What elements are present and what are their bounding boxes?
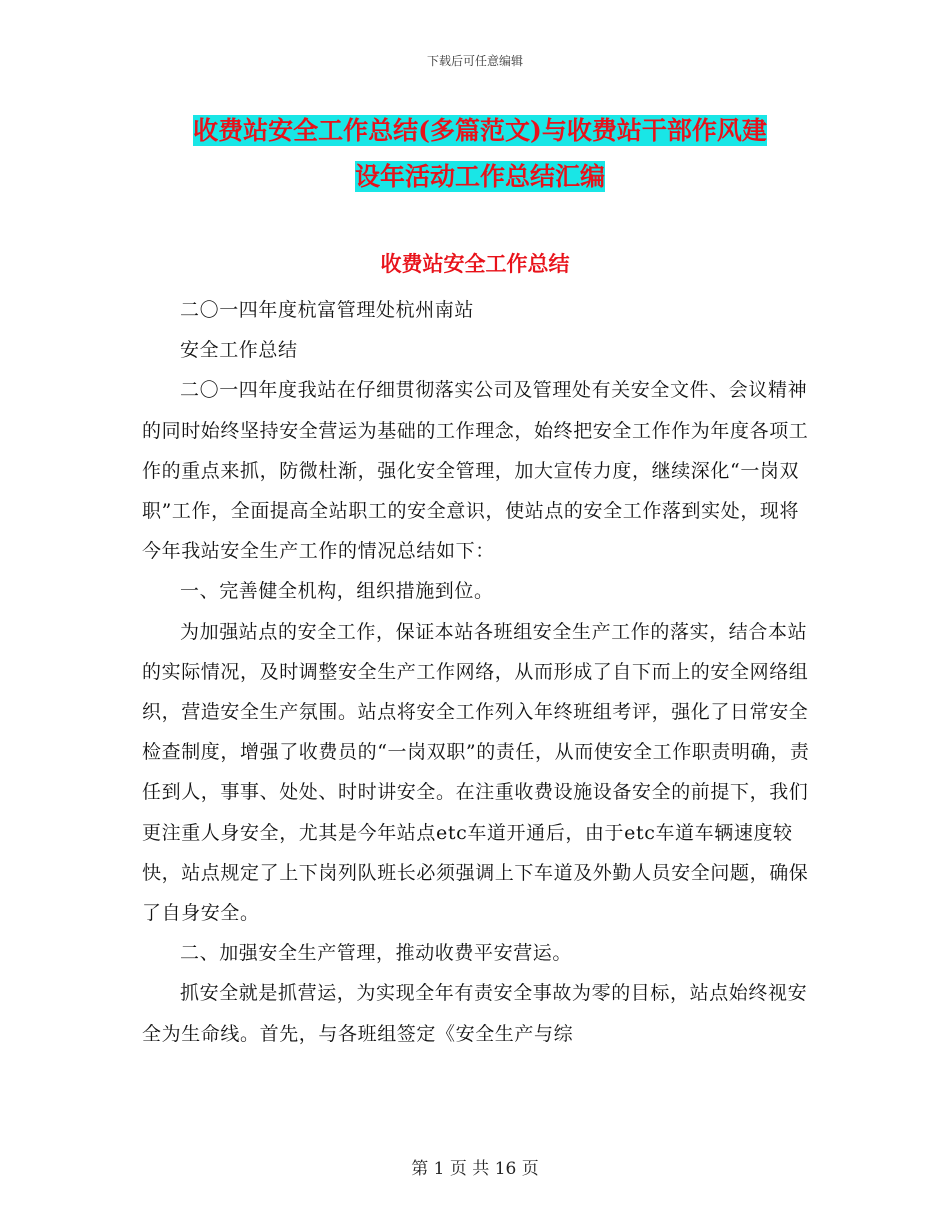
document-body bbox=[142, 290, 814, 1054]
body-paragraph: 为加强站点的安全工作，保证本站各班组安全生产工作的落实，结合本站的实际情况，及时调整安全生产工作网络，从而形成了自下而上的安全网络组织，营造安全生产氛围。站点将安全工作列入年终班组考评，强化了日常安全检查制度，增强了收费员的“一岗双职”的责任，从而使安全工作职责明确，责任到人，事事、处处、时时讲安全。在注重收费设施设备安全的前提下，我们更注重人身安全，尤其是今年站点etc车道开通后，由于etc车道车辆速度较快，站点规定了上下岗列队班长必须强调上下车道及外勤人员安全问题，确保了自身安全。 bbox=[142, 620, 810, 925]
page-footer: 第 1 页 共 16 页 bbox=[411, 1159, 539, 1179]
document-title bbox=[150, 108, 810, 200]
body-paragraph: 二〇一四年度我站在仔细贯彻落实公司及管理处有关安全文件、会议精神的同时始终坚持安全营运为基础的工作理念，始终把安全工作作为年度各项工作的重点来抓，防微杜渐，强化安全管理，加大宣传力度，继续深化“一岗双职”工作，全面提高全站职工的安全意识，使站点的安全工作落到实处，现将今年我站安全生产工作的情况总结如下： bbox=[142, 379, 809, 563]
title-line-2: 设年活动工作总结汇编 bbox=[354, 162, 605, 191]
title-line-1: 收费站安全工作总结(多篇范文)与收费站干部作风建 bbox=[193, 116, 767, 145]
section-title: 收费站安全工作总结 bbox=[380, 251, 570, 276]
body-paragraph: 二、加强安全生产管理，推动收费平安营运。 bbox=[180, 942, 573, 965]
body-paragraph: 抓安全就是抓营运，为实现全年有责安全事故为零的目标，站点始终视安全为生命线。首先，与各班组签定《安全生产与综 bbox=[142, 982, 808, 1045]
header-note: 下载后可任意编辑 bbox=[426, 54, 523, 68]
body-paragraph: 安全工作总结 bbox=[180, 339, 298, 362]
body-paragraph: 二〇一四年度杭富管理处杭州南站 bbox=[180, 299, 475, 321]
body-paragraph: 一、完善健全机构，组织措施到位。 bbox=[180, 580, 494, 603]
